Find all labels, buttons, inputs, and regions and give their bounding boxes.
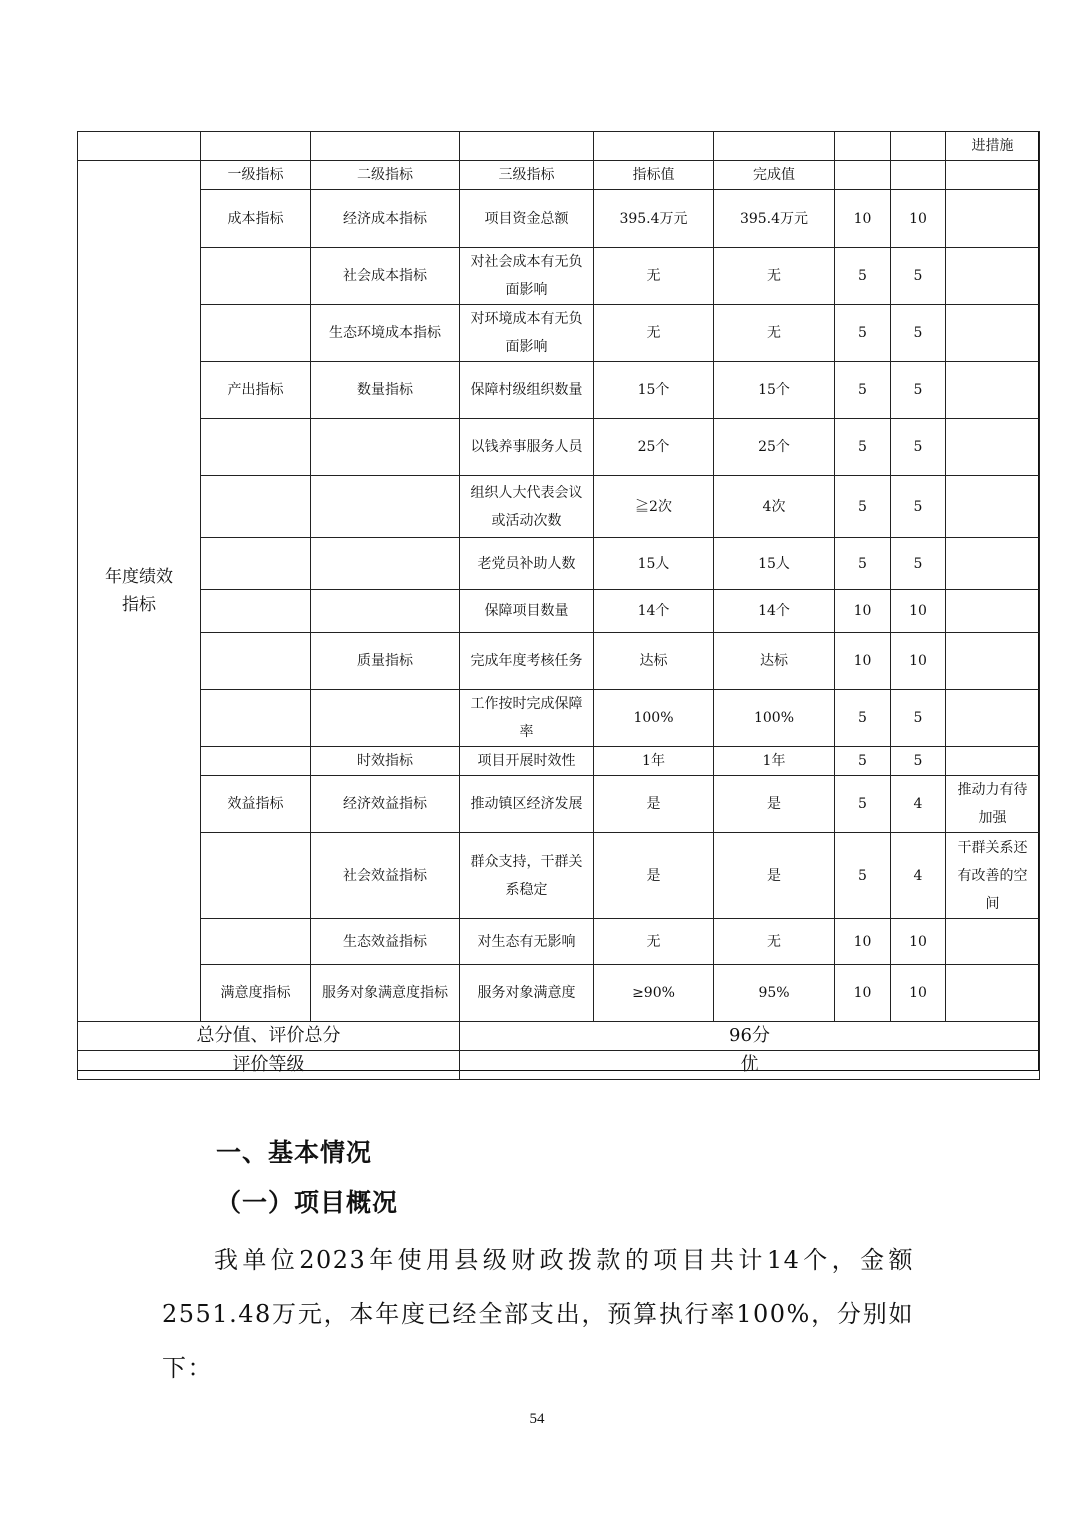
cell-level3: 对环境成本有无负面影响 — [460, 305, 594, 362]
cell-actual: 15个 — [714, 362, 835, 419]
cell-note — [946, 248, 1040, 305]
header-cell — [835, 161, 891, 190]
empty-cell — [891, 132, 946, 161]
header-cell: 二级指标 — [311, 161, 460, 190]
cell-level2: 服务对象满意度指标 — [311, 965, 460, 1022]
cell-note: 推动力有待加强 — [946, 776, 1040, 833]
cell-target: 25个 — [594, 419, 714, 476]
cell-target: 395.4万元 — [594, 190, 714, 248]
cell-weight: 5 — [835, 476, 891, 538]
cell-level1: 效益指标 — [201, 776, 311, 833]
cell-target: 达标 — [594, 633, 714, 690]
cell-actual: 无 — [714, 248, 835, 305]
performance-table — [77, 131, 1040, 1080]
cell-level3: 对生态有无影响 — [460, 919, 594, 965]
cell-level1: 产出指标 — [201, 362, 311, 419]
cell-level1 — [201, 919, 311, 965]
cell-weight: 5 — [835, 419, 891, 476]
cell-note — [946, 590, 1040, 633]
grade-value: 优 — [460, 1051, 1040, 1080]
cell-score: 5 — [891, 690, 946, 747]
cell-level2: 数量指标 — [311, 362, 460, 419]
header-cell: 一级指标 — [201, 161, 311, 190]
cell-level2: 生态环境成本指标 — [311, 305, 460, 362]
table-row — [78, 305, 1040, 362]
cell-target: 是 — [594, 833, 714, 919]
cell-score: 10 — [891, 633, 946, 690]
cell-level2: 生态效益指标 — [311, 919, 460, 965]
cell-level1: 满意度指标 — [201, 965, 311, 1022]
cell-score: 10 — [891, 919, 946, 965]
cell-level2 — [311, 419, 460, 476]
cell-level1: 成本指标 — [201, 190, 311, 248]
cell-note — [946, 633, 1040, 690]
cell-level3: 组织人大代表会议或活动次数 — [460, 476, 594, 538]
table-row — [78, 590, 1040, 633]
cell-actual: 是 — [714, 833, 835, 919]
cell-weight: 5 — [835, 690, 891, 747]
table-row — [78, 538, 1040, 590]
cell-weight: 5 — [835, 538, 891, 590]
table-row — [78, 919, 1040, 965]
cell-actual: 395.4万元 — [714, 190, 835, 248]
cell-level1 — [201, 747, 311, 776]
cell-target: 1年 — [594, 747, 714, 776]
cell-level1 — [201, 633, 311, 690]
cell-level2 — [311, 476, 460, 538]
empty-cell — [78, 132, 201, 161]
cell-note — [946, 305, 1040, 362]
cell-level2: 时效指标 — [311, 747, 460, 776]
cell-level2: 质量指标 — [311, 633, 460, 690]
table-row — [78, 190, 1040, 248]
section-heading: 一、基本情况 — [216, 1138, 373, 1167]
empty-cell — [714, 132, 835, 161]
cell-actual: 1年 — [714, 747, 835, 776]
cell-score: 5 — [891, 248, 946, 305]
header-cell — [891, 161, 946, 190]
cell-level2: 社会成本指标 — [311, 248, 460, 305]
cell-target: 无 — [594, 248, 714, 305]
cell-level1 — [201, 476, 311, 538]
cell-target: 是 — [594, 776, 714, 833]
table-row — [78, 362, 1040, 419]
total-value: 96分 — [460, 1022, 1040, 1051]
cell-level3: 老党员补助人数 — [460, 538, 594, 590]
grade-label: 评价等级 — [78, 1051, 460, 1080]
cell-note — [946, 190, 1040, 248]
table-row — [78, 419, 1040, 476]
cell-target: 无 — [594, 305, 714, 362]
cell-level2 — [311, 538, 460, 590]
cell-note — [946, 747, 1040, 776]
table-row — [78, 476, 1040, 538]
cell-level3: 对社会成本有无负面影响 — [460, 248, 594, 305]
cell-weight: 5 — [835, 776, 891, 833]
table-row — [78, 965, 1040, 1022]
measures-cell: 进措施 — [946, 132, 1040, 161]
cell-level1 — [201, 305, 311, 362]
cell-level1 — [201, 538, 311, 590]
cell-actual: 25个 — [714, 419, 835, 476]
cell-score: 5 — [891, 476, 946, 538]
cell-target: 100% — [594, 690, 714, 747]
body-paragraph: 我单位2023年使用县级财政拨款的项目共计14个，金额2551.48万元，本年度已经全部支出，预算执行率100%，分别如下： — [162, 1246, 914, 1382]
cell-score: 5 — [891, 305, 946, 362]
cell-target: ≧2次 — [594, 476, 714, 538]
header-cell — [946, 161, 1040, 190]
cell-level3: 保障村级组织数量 — [460, 362, 594, 419]
cell-target: 15个 — [594, 362, 714, 419]
cell-level3: 保障项目数量 — [460, 590, 594, 633]
cell-note — [946, 419, 1040, 476]
cell-score: 5 — [891, 419, 946, 476]
cell-level1 — [201, 248, 311, 305]
cell-weight: 5 — [835, 248, 891, 305]
cell-weight: 10 — [835, 919, 891, 965]
cell-actual: 达标 — [714, 633, 835, 690]
cell-level3: 服务对象满意度 — [460, 965, 594, 1022]
cell-score: 4 — [891, 776, 946, 833]
header-cell: 指标值 — [594, 161, 714, 190]
cell-actual: 无 — [714, 305, 835, 362]
cell-actual: 100% — [714, 690, 835, 747]
cell-note — [946, 476, 1040, 538]
cell-target: 15人 — [594, 538, 714, 590]
cell-weight: 5 — [835, 833, 891, 919]
empty-cell — [594, 132, 714, 161]
cell-score: 5 — [891, 538, 946, 590]
table-row — [78, 633, 1040, 690]
cell-level1 — [201, 833, 311, 919]
cell-actual: 4次 — [714, 476, 835, 538]
cell-level1 — [201, 690, 311, 747]
empty-cell — [460, 132, 594, 161]
cell-level2: 经济成本指标 — [311, 190, 460, 248]
cell-weight: 5 — [835, 747, 891, 776]
cell-note — [946, 362, 1040, 419]
cell-note: 干群关系还有改善的空间 — [946, 833, 1040, 919]
table-row — [78, 747, 1040, 776]
page-number: 54 — [529, 1411, 545, 1427]
cell-score: 4 — [891, 833, 946, 919]
cell-level2: 社会效益指标 — [311, 833, 460, 919]
cell-weight: 10 — [835, 633, 891, 690]
cell-weight: 10 — [835, 590, 891, 633]
cell-weight: 5 — [835, 305, 891, 362]
cell-note — [946, 919, 1040, 965]
cell-note — [946, 538, 1040, 590]
cell-score: 10 — [891, 590, 946, 633]
cell-actual: 14个 — [714, 590, 835, 633]
total-label: 总分值、评价总分 — [78, 1022, 460, 1051]
table-row — [78, 833, 1040, 919]
cell-score: 5 — [891, 362, 946, 419]
cell-weight: 10 — [835, 965, 891, 1022]
empty-cell — [311, 132, 460, 161]
cell-level1 — [201, 419, 311, 476]
cell-level2 — [311, 690, 460, 747]
cell-score: 5 — [891, 747, 946, 776]
subsection-heading: （一）项目概况 — [216, 1188, 399, 1217]
table-row — [78, 690, 1040, 747]
cell-level3: 完成年度考核任务 — [460, 633, 594, 690]
cell-note — [946, 965, 1040, 1022]
cell-target: 无 — [594, 919, 714, 965]
cell-level3: 推动镇区经济发展 — [460, 776, 594, 833]
cell-level3: 项目开展时效性 — [460, 747, 594, 776]
table-row — [78, 248, 1040, 305]
cell-actual: 是 — [714, 776, 835, 833]
table-row — [78, 776, 1040, 833]
cell-level3: 工作按时完成保障率 — [460, 690, 594, 747]
cell-actual: 无 — [714, 919, 835, 965]
cell-note — [946, 690, 1040, 747]
header-cell: 完成值 — [714, 161, 835, 190]
cell-actual: 15人 — [714, 538, 835, 590]
cell-level2: 经济效益指标 — [311, 776, 460, 833]
cell-level3: 群众支持，干群关系稳定 — [460, 833, 594, 919]
cell-target: 14个 — [594, 590, 714, 633]
empty-cell — [835, 132, 891, 161]
header-cell: 三级指标 — [460, 161, 594, 190]
cell-weight: 10 — [835, 190, 891, 248]
cell-score: 10 — [891, 190, 946, 248]
cell-level3: 项目资金总额 — [460, 190, 594, 248]
cell-target: ≥90% — [594, 965, 714, 1022]
row-group-label: 年度绩效 指标 — [78, 161, 201, 1022]
cell-weight: 5 — [835, 362, 891, 419]
cell-level1 — [201, 590, 311, 633]
empty-cell — [201, 132, 311, 161]
cell-level2 — [311, 590, 460, 633]
cell-actual: 95% — [714, 965, 835, 1022]
cell-level3: 以钱养事服务人员 — [460, 419, 594, 476]
cell-score: 10 — [891, 965, 946, 1022]
